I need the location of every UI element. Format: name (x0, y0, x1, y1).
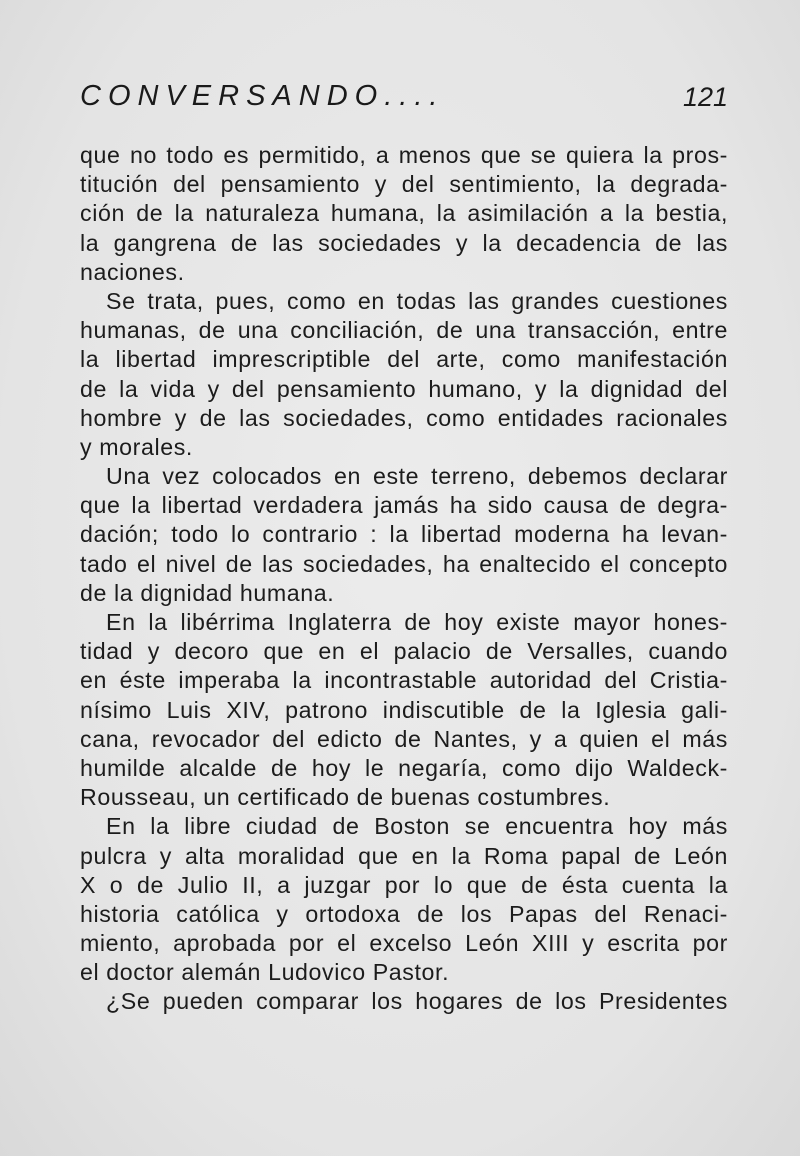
text-line: que no todo es permitido, a menos que se quiera la pros- (80, 142, 728, 168)
paragraph (80, 812, 728, 987)
running-header (80, 80, 728, 120)
text-line: humilde alcalde de hoy le negaría, como dijo Waldeck- (80, 754, 728, 781)
running-title: CONVERSANDO.... (80, 80, 445, 112)
text-line: tado el nivel de las sociedades, ha enaltecido el concepto (80, 550, 728, 577)
text-line: nísimo Luis XIV, patrono indiscutible de la Iglesia gali- (80, 696, 728, 723)
text-line: en éste imperaba la incontrastable autoridad del Cristia- (80, 667, 728, 694)
paragraph (80, 141, 728, 287)
text-line: Se trata, pues, como en todas las grandes cuestiones (106, 287, 728, 314)
text-line: ¿Se pueden comparar los hogares de los Presidentes (106, 988, 728, 1015)
text-line: En la libérrima Inglaterra de hoy existe mayor hones- (106, 609, 728, 635)
text-line: miento, aprobada por el excelso León XIII y escrita por (80, 930, 728, 957)
text-line: de la vida y del pensamiento humano, y la dignidad del (80, 375, 728, 402)
text-line: ción de la naturaleza humana, la asimilación a la bestia, (80, 200, 728, 227)
text-line: historia católica y ortodoxa de los Papas del Renaci- (80, 900, 728, 927)
body-text (80, 141, 728, 1017)
page-number: 121 (682, 82, 728, 112)
text-line: En la libre ciudad de Boston se encuentra hoy más (106, 813, 728, 840)
text-line: X o de Julio II, a juzgar por lo que de ésta cuenta la (80, 871, 728, 898)
text-line: la libertad imprescriptible del arte, como manifestación (80, 346, 728, 373)
text-line: naciones. (80, 258, 185, 285)
text-line: y morales. (80, 433, 193, 460)
paragraph (80, 987, 728, 1016)
text-line: el doctor alemán Ludovico Pastor. (80, 959, 450, 986)
text-line: que la libertad verdadera jamás ha sido causa de degra- (80, 492, 728, 519)
paragraph (80, 462, 728, 608)
paragraph (80, 287, 728, 462)
text-line: la gangrena de las sociedades y la decadencia de las (80, 229, 728, 256)
text-line: titución del pensamiento y del sentimiento, la degrada- (80, 171, 728, 198)
text-line: de la dignidad humana. (80, 579, 335, 606)
text-line: pulcra y alta moralidad que en la Roma papal de León (80, 842, 728, 869)
text-line: dación; todo lo contrario : la libertad moderna ha levan- (80, 521, 728, 548)
text-line: Una vez colocados en este terreno, debemos declarar (106, 463, 728, 490)
text-line: hombre y de las sociedades, como entidades racionales (80, 404, 728, 431)
text-line: cana, revocador del edicto de Nantes, y a quien el más (80, 725, 728, 752)
text-line: Rousseau, un certificado de buenas costumbres. (80, 784, 611, 811)
text-line: tidad y decoro que en el palacio de Versalles, cuando (80, 638, 728, 665)
paragraph (80, 608, 728, 812)
text-line: humanas, de una conciliación, de una transacción, entre (80, 317, 728, 344)
